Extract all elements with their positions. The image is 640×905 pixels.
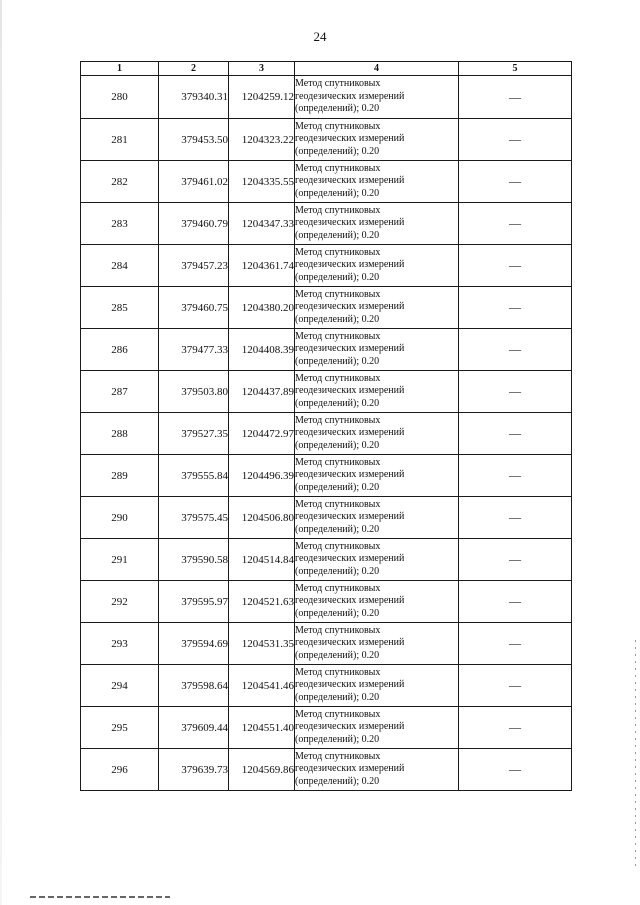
method-line: (определений); 0.20 bbox=[295, 145, 380, 157]
method-line: геодезических измерений bbox=[295, 217, 405, 229]
coordinates-table bbox=[80, 61, 572, 791]
method-cell bbox=[295, 161, 459, 203]
empty-value-dash: — bbox=[459, 119, 572, 161]
method-line: геодезических измерений bbox=[295, 511, 405, 523]
method-cell bbox=[295, 539, 459, 581]
method-cell bbox=[295, 371, 459, 413]
y-coordinate-cell: 1204506.80 bbox=[229, 497, 295, 539]
method-line: Метод спутниковых bbox=[295, 498, 381, 510]
table-row bbox=[81, 665, 572, 707]
method-line: геодезических измерений bbox=[295, 427, 405, 439]
y-coordinate-cell: 1204335.55 bbox=[229, 161, 295, 203]
point-number-cell: 280 bbox=[81, 76, 159, 119]
y-coordinate-cell: 1204541.46 bbox=[229, 665, 295, 707]
table-row bbox=[81, 623, 572, 665]
y-coordinate-cell: 1204531.35 bbox=[229, 623, 295, 665]
y-coordinate-cell: 1204380.20 bbox=[229, 287, 295, 329]
y-coordinate-cell: 1204551.40 bbox=[229, 707, 295, 749]
method-line: Метод спутниковых bbox=[295, 582, 381, 594]
method-line: Метод спутниковых bbox=[295, 120, 381, 132]
table-row bbox=[81, 497, 572, 539]
table-row bbox=[81, 581, 572, 623]
x-coordinate-cell: 379590.58 bbox=[159, 539, 229, 581]
method-line: геодезических измерений bbox=[295, 637, 405, 649]
empty-value-dash: — bbox=[459, 539, 572, 581]
scan-bottom-mark bbox=[30, 896, 170, 898]
method-line: (определений); 0.20 bbox=[295, 271, 380, 283]
method-cell bbox=[295, 497, 459, 539]
table-row bbox=[81, 161, 572, 203]
x-coordinate-cell: 379457.23 bbox=[159, 245, 229, 287]
method-line: (определений); 0.20 bbox=[295, 103, 380, 115]
table-row bbox=[81, 287, 572, 329]
x-coordinate-cell: 379461.02 bbox=[159, 161, 229, 203]
method-line: Метод спутниковых bbox=[295, 414, 381, 426]
method-cell bbox=[295, 581, 459, 623]
method-cell bbox=[295, 245, 459, 287]
method-cell bbox=[295, 623, 459, 665]
method-line: Метод спутниковых bbox=[295, 162, 381, 174]
method-cell bbox=[295, 455, 459, 497]
point-number-cell: 295 bbox=[81, 707, 159, 749]
method-line: Метод спутниковых bbox=[295, 372, 381, 384]
x-coordinate-cell: 379555.84 bbox=[159, 455, 229, 497]
method-cell bbox=[295, 665, 459, 707]
method-line: Метод спутниковых bbox=[295, 708, 381, 720]
method-line: (определений); 0.20 bbox=[295, 313, 380, 325]
method-line: геодезических измерений bbox=[295, 133, 405, 145]
method-line: геодезических измерений bbox=[295, 175, 405, 187]
table-body bbox=[81, 76, 572, 791]
method-line: геодезических измерений bbox=[295, 385, 405, 397]
point-number-cell: 294 bbox=[81, 665, 159, 707]
x-coordinate-cell: 379460.75 bbox=[159, 287, 229, 329]
table-row bbox=[81, 413, 572, 455]
point-number-cell: 293 bbox=[81, 623, 159, 665]
table-row bbox=[81, 539, 572, 581]
method-line: Метод спутниковых bbox=[295, 666, 381, 678]
method-cell bbox=[295, 287, 459, 329]
empty-value-dash: — bbox=[459, 707, 572, 749]
method-line: геодезических измерений bbox=[295, 343, 405, 355]
empty-value-dash: — bbox=[459, 665, 572, 707]
point-number-cell: 288 bbox=[81, 413, 159, 455]
y-coordinate-cell: 1204437.89 bbox=[229, 371, 295, 413]
table-header-row bbox=[81, 62, 572, 76]
point-number-cell: 284 bbox=[81, 245, 159, 287]
method-line: Метод спутниковых bbox=[295, 540, 381, 552]
point-number-cell: 281 bbox=[81, 119, 159, 161]
y-coordinate-cell: 1204472.97 bbox=[229, 413, 295, 455]
method-line: геодезических измерений bbox=[295, 721, 405, 733]
y-coordinate-cell: 1204496.39 bbox=[229, 455, 295, 497]
method-line: геодезических измерений bbox=[295, 469, 405, 481]
point-number-cell: 292 bbox=[81, 581, 159, 623]
method-line: Метод спутниковых bbox=[295, 750, 381, 762]
y-coordinate-cell: 1204521.63 bbox=[229, 581, 295, 623]
point-number-cell: 296 bbox=[81, 749, 159, 791]
y-coordinate-cell: 1204361.74 bbox=[229, 245, 295, 287]
method-line: (определений); 0.20 bbox=[295, 523, 380, 535]
method-line: геодезических измерений bbox=[295, 595, 405, 607]
empty-value-dash: — bbox=[459, 581, 572, 623]
method-line: Метод спутниковых bbox=[295, 288, 381, 300]
header-col-2: 2 bbox=[159, 62, 229, 76]
empty-value-dash: — bbox=[459, 749, 572, 791]
method-cell bbox=[295, 203, 459, 245]
empty-value-dash: — bbox=[459, 623, 572, 665]
empty-value-dash: — bbox=[459, 329, 572, 371]
table-row bbox=[81, 329, 572, 371]
empty-value-dash: — bbox=[459, 245, 572, 287]
method-line: Метод спутниковых bbox=[295, 456, 381, 468]
point-number-cell: 283 bbox=[81, 203, 159, 245]
y-coordinate-cell: 1204569.86 bbox=[229, 749, 295, 791]
table-row bbox=[81, 749, 572, 791]
point-number-cell: 289 bbox=[81, 455, 159, 497]
table-row bbox=[81, 203, 572, 245]
x-coordinate-cell: 379503.80 bbox=[159, 371, 229, 413]
point-number-cell: 291 bbox=[81, 539, 159, 581]
empty-value-dash: — bbox=[459, 413, 572, 455]
x-coordinate-cell: 379477.33 bbox=[159, 329, 229, 371]
method-line: геодезических измерений bbox=[295, 679, 405, 691]
scan-edge-right bbox=[635, 640, 636, 870]
method-line: Метод спутниковых bbox=[295, 246, 381, 258]
method-line: (определений); 0.20 bbox=[295, 565, 380, 577]
method-line: (определений); 0.20 bbox=[295, 733, 380, 745]
method-line: (определений); 0.20 bbox=[295, 229, 380, 241]
y-coordinate-cell: 1204323.22 bbox=[229, 119, 295, 161]
method-line: Метод спутниковых bbox=[295, 204, 381, 216]
method-line: (определений); 0.20 bbox=[295, 481, 380, 493]
x-coordinate-cell: 379575.45 bbox=[159, 497, 229, 539]
x-coordinate-cell: 379594.69 bbox=[159, 623, 229, 665]
method-cell bbox=[295, 749, 459, 791]
y-coordinate-cell: 1204408.39 bbox=[229, 329, 295, 371]
point-number-cell: 287 bbox=[81, 371, 159, 413]
page-number: 24 bbox=[313, 29, 327, 44]
y-coordinate-cell: 1204347.33 bbox=[229, 203, 295, 245]
method-line: (определений); 0.20 bbox=[295, 355, 380, 367]
method-line: (определений); 0.20 bbox=[295, 439, 380, 451]
table-row bbox=[81, 245, 572, 287]
empty-value-dash: — bbox=[459, 203, 572, 245]
point-number-cell: 285 bbox=[81, 287, 159, 329]
method-line: геодезических измерений bbox=[295, 553, 405, 565]
scan-edge-left bbox=[0, 0, 2, 905]
x-coordinate-cell: 379595.97 bbox=[159, 581, 229, 623]
x-coordinate-cell: 379598.64 bbox=[159, 665, 229, 707]
y-coordinate-cell: 1204259.12 bbox=[229, 76, 295, 119]
empty-value-dash: — bbox=[459, 455, 572, 497]
empty-value-dash: — bbox=[459, 161, 572, 203]
header-col-5: 5 bbox=[459, 62, 572, 76]
method-cell bbox=[295, 413, 459, 455]
x-coordinate-cell: 379527.35 bbox=[159, 413, 229, 455]
x-coordinate-cell: 379460.79 bbox=[159, 203, 229, 245]
table-row bbox=[81, 455, 572, 497]
header-col-3: 3 bbox=[229, 62, 295, 76]
method-cell bbox=[295, 707, 459, 749]
method-line: (определений); 0.20 bbox=[295, 775, 380, 787]
method-line: (определений); 0.20 bbox=[295, 607, 380, 619]
x-coordinate-cell: 379639.73 bbox=[159, 749, 229, 791]
method-line: (определений); 0.20 bbox=[295, 397, 380, 409]
point-number-cell: 290 bbox=[81, 497, 159, 539]
empty-value-dash: — bbox=[459, 76, 572, 119]
x-coordinate-cell: 379340.31 bbox=[159, 76, 229, 119]
empty-value-dash: — bbox=[459, 287, 572, 329]
table-row bbox=[81, 119, 572, 161]
table-row bbox=[81, 371, 572, 413]
x-coordinate-cell: 379453.50 bbox=[159, 119, 229, 161]
method-cell bbox=[295, 76, 459, 119]
empty-value-dash: — bbox=[459, 371, 572, 413]
method-line: геодезических измерений bbox=[295, 301, 405, 313]
method-line: (определений); 0.20 bbox=[295, 691, 380, 703]
method-cell bbox=[295, 119, 459, 161]
method-line: (определений); 0.20 bbox=[295, 649, 380, 661]
table-row bbox=[81, 707, 572, 749]
method-line: Метод спутниковых bbox=[295, 624, 381, 636]
y-coordinate-cell: 1204514.84 bbox=[229, 539, 295, 581]
method-line: Метод спутниковых bbox=[295, 78, 381, 90]
table-row bbox=[81, 76, 572, 119]
method-line: геодезических измерений bbox=[295, 259, 405, 271]
header-col-4: 4 bbox=[295, 62, 459, 76]
empty-value-dash: — bbox=[459, 497, 572, 539]
method-line: геодезических измерений bbox=[295, 90, 405, 102]
method-line: (определений); 0.20 bbox=[295, 187, 380, 199]
method-cell bbox=[295, 329, 459, 371]
method-line: Метод спутниковых bbox=[295, 330, 381, 342]
header-col-1: 1 bbox=[81, 62, 159, 76]
point-number-cell: 282 bbox=[81, 161, 159, 203]
x-coordinate-cell: 379609.44 bbox=[159, 707, 229, 749]
point-number-cell: 286 bbox=[81, 329, 159, 371]
method-line: геодезических измерений bbox=[295, 763, 405, 775]
